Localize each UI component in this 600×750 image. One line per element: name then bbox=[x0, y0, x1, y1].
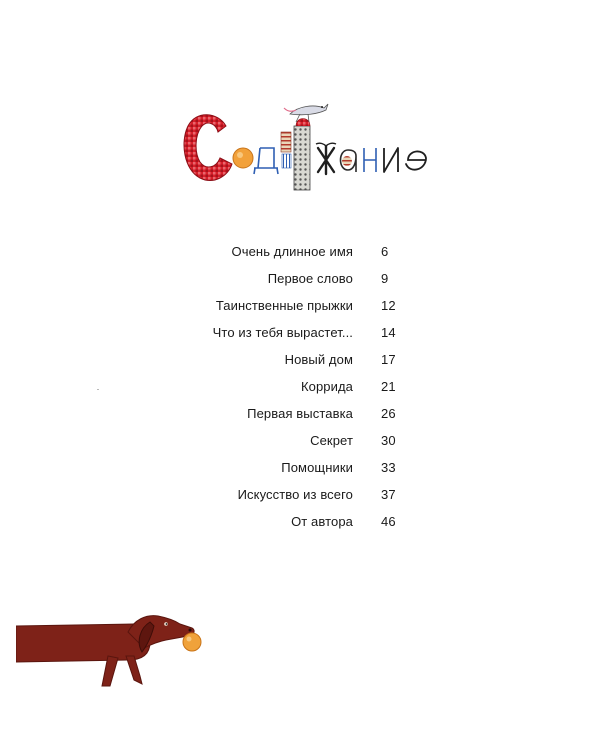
toc-row[interactable] bbox=[160, 460, 440, 487]
toc-page-number: 46 bbox=[381, 514, 396, 529]
toc-row[interactable] bbox=[160, 514, 440, 541]
dachshund-illustration bbox=[16, 612, 212, 696]
toc-chapter-title: Помощники bbox=[281, 460, 353, 475]
toc-row[interactable] bbox=[160, 406, 440, 433]
letter-o bbox=[233, 148, 253, 168]
toc-page-number: 12 bbox=[381, 298, 396, 313]
letter-a bbox=[341, 150, 357, 172]
contents-heading-art bbox=[178, 92, 434, 192]
paper-speck bbox=[97, 389, 99, 390]
toc-row[interactable] bbox=[160, 298, 440, 325]
toc-row[interactable] bbox=[160, 271, 440, 298]
toc-page-number: 14 bbox=[381, 325, 396, 340]
toc-chapter-title: Искусство из всего bbox=[237, 487, 353, 502]
toc-chapter-title: Первая выставка bbox=[247, 406, 353, 421]
toc-row[interactable] bbox=[160, 244, 440, 271]
toc-page-number: 9 bbox=[381, 271, 389, 286]
toc-chapter-title: Таинственные прыжки bbox=[215, 298, 353, 313]
toc-chapter-title: Коррида bbox=[300, 379, 353, 394]
toc-chapter-title: Секрет bbox=[310, 433, 353, 448]
toc-row[interactable] bbox=[160, 487, 440, 514]
toc-page-number: 37 bbox=[381, 487, 396, 502]
letter-es bbox=[184, 115, 232, 181]
toc-row[interactable] bbox=[160, 325, 440, 352]
toc-chapter-title: Что из тебя вырастет... bbox=[212, 325, 353, 340]
toc-page-number: 33 bbox=[381, 460, 396, 475]
letter-ie bbox=[281, 132, 291, 168]
toc-chapter-title: Очень длинное имя bbox=[231, 244, 353, 259]
toc-row[interactable] bbox=[160, 379, 440, 406]
letter-i bbox=[384, 148, 398, 172]
table-of-contents bbox=[160, 244, 440, 541]
toc-chapter-title: Первое слово bbox=[267, 271, 353, 286]
letter-er bbox=[294, 119, 310, 191]
letter-ie-final bbox=[406, 151, 426, 169]
toc-chapter-title: От автора bbox=[291, 514, 353, 529]
letter-de bbox=[254, 148, 278, 174]
toc-page-number: 17 bbox=[381, 352, 396, 367]
ball-icon bbox=[183, 633, 201, 651]
letter-en bbox=[364, 148, 376, 172]
toc-row[interactable] bbox=[160, 433, 440, 460]
letter-zhe bbox=[316, 143, 336, 174]
toc-page-number: 21 bbox=[381, 379, 396, 394]
toc-page-number: 26 bbox=[381, 406, 396, 421]
toc-page-number: 6 bbox=[381, 244, 389, 259]
toc-chapter-title: Новый дом bbox=[284, 352, 353, 367]
toc-page-number: 30 bbox=[381, 433, 396, 448]
toc-row[interactable] bbox=[160, 352, 440, 379]
